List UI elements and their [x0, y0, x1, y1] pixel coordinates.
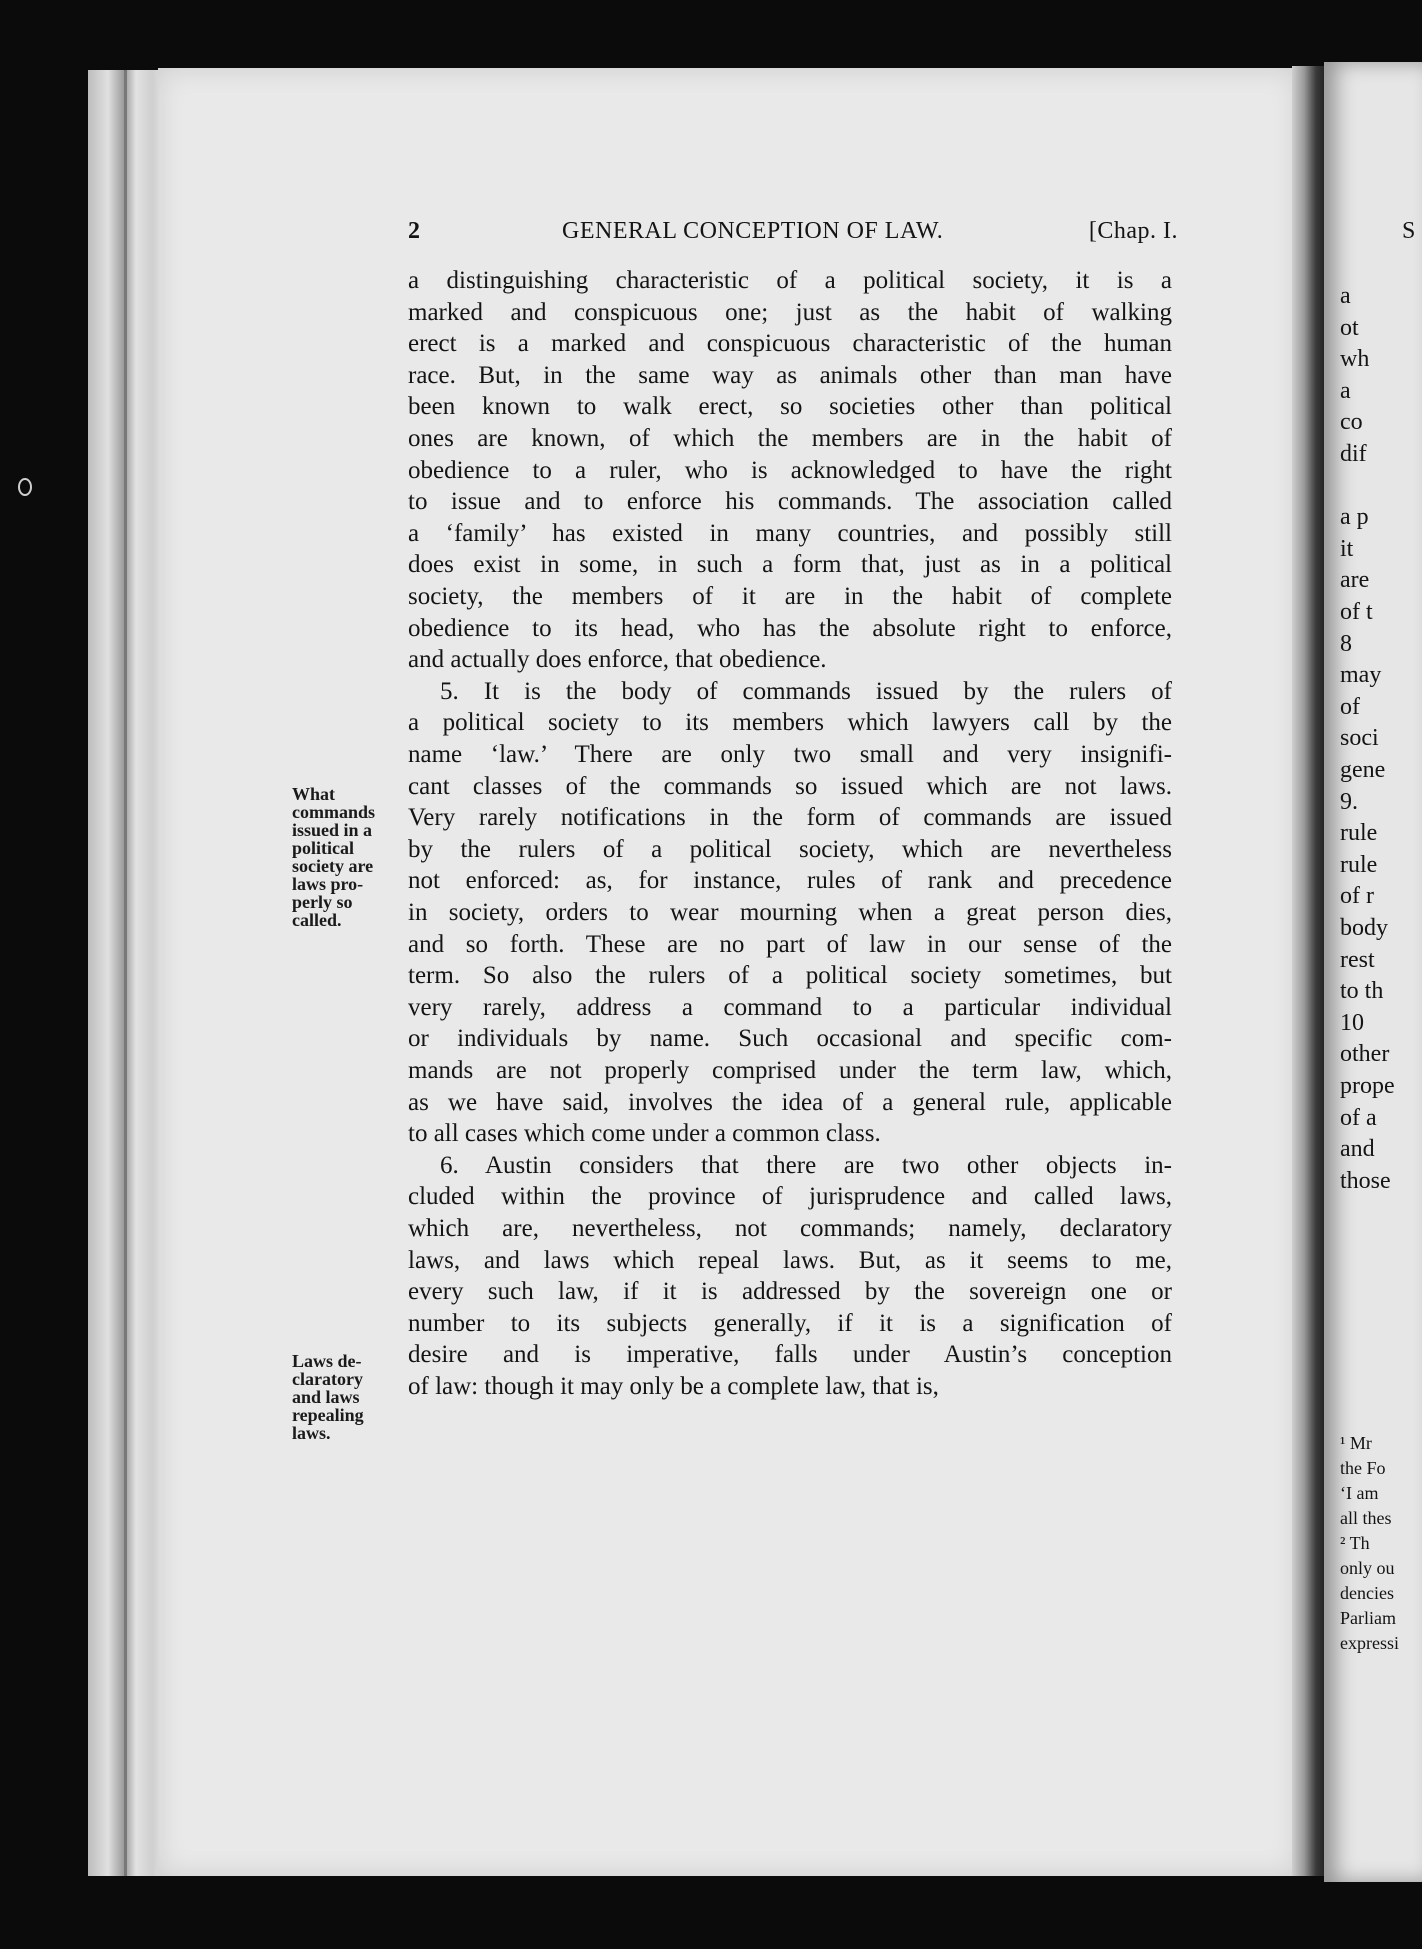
- text-line: of law: though it may only be a complete law, that is,: [408, 1373, 939, 1400]
- text-line: and actually does enforce, that obedience.: [408, 646, 827, 674]
- margin-note-line: What: [292, 784, 336, 804]
- margin-note: [292, 1352, 412, 1442]
- facing-page-footnote: expressi: [1340, 1633, 1399, 1653]
- text-line: 6. Austin considers that there are two other objects in-: [440, 1151, 1172, 1179]
- facing-page-line: may: [1340, 662, 1382, 689]
- facing-page-line: body: [1340, 915, 1388, 941]
- text-line: a distinguishing characteristic of a political society, it is a: [408, 267, 1172, 294]
- facing-page-line: rule: [1340, 851, 1378, 878]
- scan-artifact-dot: [18, 478, 32, 496]
- text-line: to issue and to enforce his commands. The association called: [408, 488, 1172, 516]
- facing-page-line: are: [1340, 567, 1370, 594]
- running-title: GENERAL CONCEPTION OF LAW.: [562, 218, 944, 244]
- facing-page-line: and: [1340, 1136, 1375, 1163]
- text-line: laws, and laws which repeal laws. But, as it seems to me,: [408, 1246, 1172, 1274]
- facing-page-line: other: [1340, 1041, 1390, 1068]
- text-line: cant classes of the commands so issued which are not laws.: [408, 772, 1172, 800]
- margin-note-line: society are: [292, 856, 374, 876]
- facing-page-line: those: [1340, 1167, 1391, 1194]
- facing-page-head: S: [1402, 218, 1416, 244]
- facing-page-line: 8: [1340, 630, 1352, 657]
- text-line: society, the members of it are in the habit of complete: [408, 583, 1172, 610]
- margin-note-line: claratory: [292, 1369, 363, 1389]
- text-line: in society, orders to wear mourning when a great person dies,: [408, 899, 1172, 926]
- facing-page-line: wh: [1340, 346, 1370, 373]
- text-line: as we have said, involves the idea of a general rule, applicable: [408, 1088, 1172, 1116]
- text-line: 5. It is the body of commands issued by the rulers of: [440, 677, 1172, 705]
- margin-note-line: repealing: [292, 1405, 364, 1425]
- text-line: does exist in some, in such a form that, just as in a political: [408, 551, 1172, 579]
- facing-page-line: of r: [1340, 883, 1374, 910]
- margin-note-line: laws.: [292, 1423, 331, 1443]
- margin-note-line: and laws: [292, 1387, 360, 1407]
- facing-page-footnote: only ou: [1340, 1558, 1395, 1578]
- facing-page-line: a: [1340, 283, 1351, 309]
- facing-page-line: of a: [1340, 1104, 1377, 1131]
- margin-note-line: issued in a: [292, 820, 373, 840]
- running-head: [408, 218, 1178, 252]
- text-line: Very rarely notifications in the form of commands are issued: [408, 804, 1172, 832]
- margin-note-line: Laws de-: [292, 1351, 362, 1371]
- text-line: marked and conspicuous one; just as the habit of walking: [408, 298, 1172, 326]
- page-number: 2: [408, 218, 421, 244]
- facing-page-footnote: dencies: [1340, 1583, 1394, 1603]
- facing-page-line: a: [1340, 377, 1351, 404]
- margin-note-line: commands: [292, 802, 376, 822]
- text-line: obedience to its head, who has the absolute right to enforce,: [408, 614, 1172, 642]
- facing-page-line: prope: [1340, 1073, 1395, 1099]
- facing-page-line: a p: [1340, 504, 1369, 531]
- text-line: a political society to its members which lawyers call by the: [408, 709, 1172, 737]
- margin-note-line: laws pro-: [292, 874, 364, 894]
- facing-page-footnote: the Fo: [1340, 1458, 1386, 1478]
- text-line: a ‘family’ has existed in many countries, and possibly still: [408, 519, 1172, 547]
- text-line: or individuals by name. Such occasional and specific com-: [408, 1025, 1172, 1053]
- text-line: ones are known, of which the members are in the habit of: [408, 425, 1172, 452]
- facing-page-line: rest: [1340, 946, 1375, 973]
- facing-page-line: rule: [1340, 820, 1378, 847]
- text-line: not enforced: as, for instance, rules of rank and precedence: [408, 867, 1172, 895]
- facing-page-line: soci: [1340, 725, 1379, 752]
- margin-note-line: called.: [292, 910, 342, 930]
- book-binding-edge: [88, 70, 168, 1876]
- facing-page-footnote: Parliam: [1340, 1608, 1396, 1628]
- text-line: been known to walk erect, so societies other than political: [408, 393, 1172, 421]
- facing-page-line: 9.: [1340, 788, 1358, 815]
- facing-page-line: of t: [1340, 599, 1373, 625]
- facing-page-line: ot: [1340, 314, 1359, 341]
- text-line: erect is a marked and conspicuous characteristic of the human: [408, 330, 1172, 358]
- text-line: race. But, in the same way as animals other than man have: [408, 361, 1172, 389]
- text-line: by the rulers of a political society, which are nevertheless: [408, 835, 1172, 863]
- text-line: mands are not properly comprised under the term law, which,: [408, 1057, 1172, 1084]
- chapter-label: [Chap. I.: [1088, 218, 1178, 244]
- facing-page-footnote: all thes: [1340, 1508, 1392, 1528]
- text-line: desire and is imperative, falls under Austin’s conception: [408, 1341, 1172, 1369]
- text-line: name ‘law.’ There are only two small and very insignifi-: [408, 741, 1172, 768]
- facing-page-footnote: ‘I am: [1340, 1483, 1379, 1503]
- text-line: very rarely, address a command to a particular individual: [408, 993, 1172, 1021]
- text-line: term. So also the rulers of a political society sometimes, but: [408, 962, 1172, 990]
- facing-page-line: dif: [1340, 441, 1367, 467]
- text-line: obedience to a ruler, who is acknowledged to have the right: [408, 456, 1172, 484]
- facing-page-line: co: [1340, 409, 1363, 436]
- text-line: to all cases which come under a common class.: [408, 1120, 881, 1148]
- facing-page-footnote: ¹ Mr: [1340, 1433, 1372, 1453]
- facing-page-line: it: [1340, 535, 1354, 562]
- facing-page-line: 10: [1340, 1009, 1364, 1036]
- margin-note-line: perly so: [292, 892, 353, 912]
- text-line: number to its subjects generally, if it is a signification of: [408, 1309, 1172, 1337]
- text-line: which are, nevertheless, not commands; namely, declaratory: [408, 1215, 1172, 1242]
- facing-page-line: to th: [1340, 978, 1384, 1005]
- margin-note: [292, 785, 412, 929]
- margin-note-line: political: [292, 838, 354, 858]
- facing-page-footnote: ² Th: [1340, 1533, 1370, 1553]
- facing-page-line: of: [1340, 693, 1360, 720]
- text-line: and so forth. These are no part of law in our sense of the: [408, 930, 1172, 958]
- text-line: every such law, if it is addressed by the sovereign one or: [408, 1278, 1172, 1306]
- text-line: cluded within the province of jurisprudence and called laws,: [408, 1183, 1172, 1211]
- facing-page-line: gene: [1340, 757, 1386, 783]
